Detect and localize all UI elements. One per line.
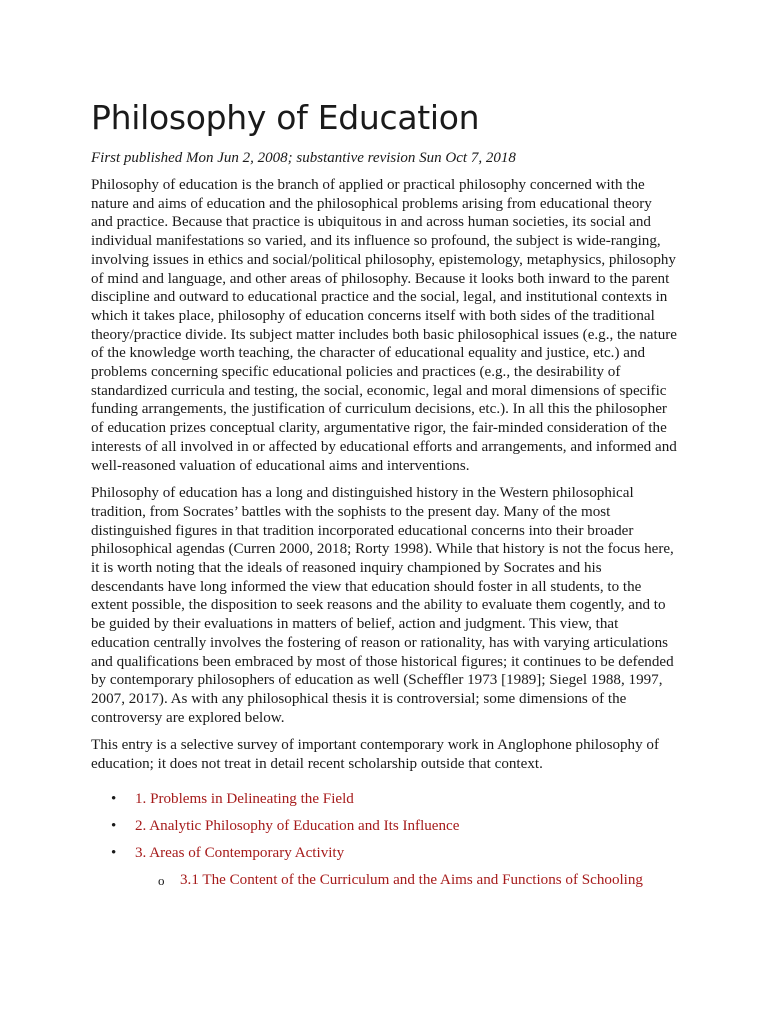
publication-info: First published Mon Jun 2, 2008; substantive revision Sun Oct 7, 2018 bbox=[91, 150, 516, 166]
toc-sublist bbox=[135, 871, 677, 890]
toc-link-problems-delineating-field[interactable]: 1. Problems in Delineating the Field bbox=[135, 790, 354, 807]
scope-paragraph: This entry is a selective survey of important contemporary work in Anglophone philosophy of education; it does not treat in detail recent scholarship outside that context. bbox=[91, 737, 659, 773]
bullet-icon: • bbox=[111, 790, 117, 807]
toc-item bbox=[91, 790, 677, 809]
toc-item bbox=[91, 817, 677, 836]
intro-paragraph: Philosophy of education is the branch of applied or practical philosophy concerned with the nature and aims of education and the philosophical problems arising from educational theory and practice. Because that practice is ubiquitous in and across human societies, its social and individual manifestations so varied, and its influence so profound, the subject is wide-ranging, involving issues in ethics and social/political philosophy, epistemology, metaphysics, philosophy of mind and language, and other areas of philosophy. Because it looks both inward to the parent discipline and outward to educational practice and the social, legal, and institutional contexts in which it takes place, philosophy of education concerns itself with both sides of the traditional theory/practice divide. Its subject matter includes both basic philosophical issues (e.g., the nature of the knowledge worth teaching, the character of educational equality and justice, etc.) and problems concerning specific educational policies and practices (e.g., the desirability of standardized curricula and testing, the social, economic, legal and moral dimensions of specific funding arrangements, the justification of curriculum decisions, etc.). In all this the philosopher of education prizes conceptual clarity, argumentative rigor, the fair-minded consideration of the interests of all involved in or affected by educational efforts and arrangements, and informed and well-reasoned valuation of educational aims and interventions. bbox=[91, 177, 677, 474]
toc-subitem bbox=[135, 871, 677, 890]
page-title: Philosophy of Education bbox=[91, 98, 480, 137]
circle-bullet-icon: o bbox=[158, 872, 165, 888]
toc-link-curriculum-content[interactable]: 3.1 The Content of the Curriculum and the Aims and Functions of Schooling bbox=[180, 871, 643, 888]
history-paragraph: Philosophy of education has a long and distinguished history in the Western philosophical tradition, from Socrates’ battles with the sophists to the present day. Many of the most distinguished figures in that tradition incorporated educational concerns into their broader philosophical agendas (Curren 2000, 2018; Rorty 1998). While that history is not the focus here, it is worth noting that the ideals of reasoned inquiry championed by Socrates and his descendants have long informed the view that education should foster in all students, to the extent possible, the disposition to seek reasons and the ability to evaluate them cogently, and to be guided by their evaluations in matters of belief, action and judgment. This view, that education centrally involves the fostering of reason or rationality, has with varying articulations and qualifications been embraced by most of those historical figures; it continues to be defended by contemporary philosophers of education as well (Scheffler 1973 [1989]; Siegel 1988, 1997, 2007, 2017). As with any philosophical thesis it is controversial; some dimensions of the controversy are explored below. bbox=[91, 485, 674, 726]
article bbox=[91, 96, 677, 898]
bullet-icon: • bbox=[111, 844, 117, 861]
bullet-icon: • bbox=[111, 817, 117, 834]
toc-item bbox=[91, 844, 677, 890]
toc-link-contemporary-activity[interactable]: 3. Areas of Contemporary Activity bbox=[135, 844, 345, 861]
toc-link-analytic-philosophy[interactable]: 2. Analytic Philosophy of Education and Its Influence bbox=[135, 817, 460, 834]
table-of-contents bbox=[91, 790, 677, 890]
